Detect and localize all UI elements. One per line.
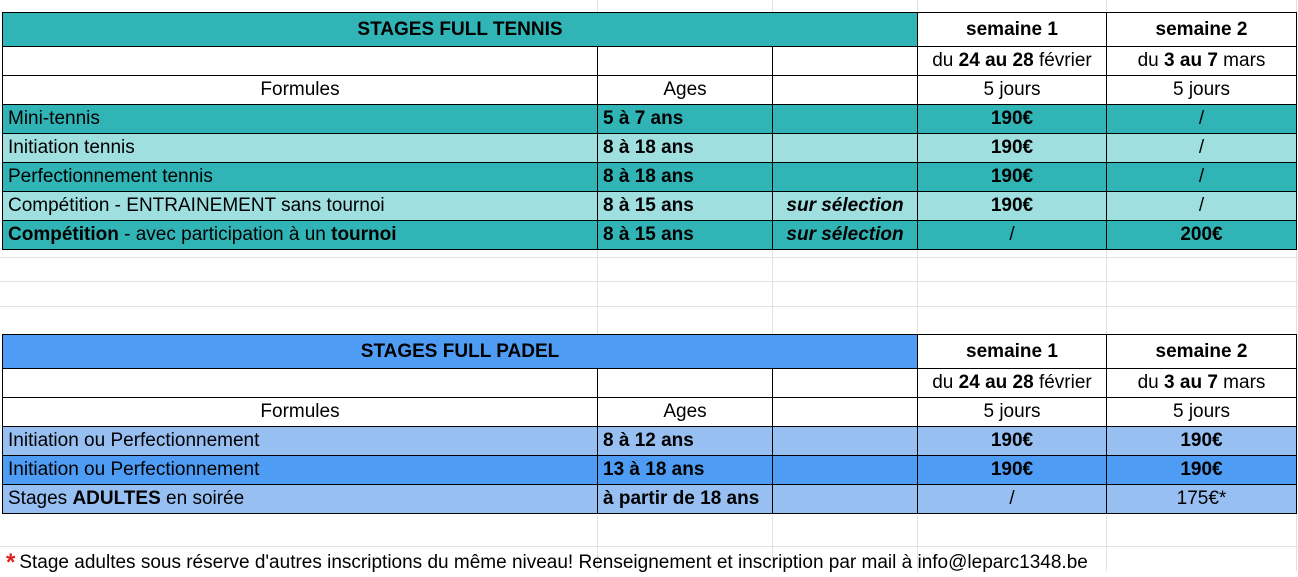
col-header-week1: 5 jours (918, 76, 1107, 105)
formule-cell: Compétition - avec participation à un tournoi (3, 221, 598, 250)
note-cell (773, 456, 918, 485)
ages-cell: à partir de 18 ans (598, 485, 773, 514)
table-row (3, 369, 1297, 398)
price-cell: 190€ (918, 427, 1107, 456)
note-cell: sur sélection (773, 221, 918, 250)
table-header-row (3, 398, 1297, 427)
tennis-week1-dates: du 24 au 28 février (918, 47, 1107, 76)
gridline (0, 281, 1298, 282)
formule-cell: Mini-tennis (3, 105, 598, 134)
col-header-week2: 5 jours (1107, 398, 1297, 427)
empty-cell (773, 398, 918, 427)
ages-cell: 13 à 18 ans (598, 456, 773, 485)
padel-title: STAGES FULL PADEL (3, 335, 918, 369)
price-cell: / (918, 485, 1107, 514)
gridline (0, 546, 1298, 547)
formule-cell: Initiation ou Perfectionnement (3, 427, 598, 456)
empty-cell (598, 369, 773, 398)
note-cell (773, 485, 918, 514)
padel-week1-dates: du 24 au 28 février (918, 369, 1107, 398)
ages-cell: 5 à 7 ans (598, 105, 773, 134)
formule-cell: Perfectionnement tennis (3, 163, 598, 192)
price-cell: / (1107, 163, 1297, 192)
tennis-week2-dates: du 3 au 7 mars (1107, 47, 1297, 76)
formule-cell: Compétition - ENTRAINEMENT sans tournoi (3, 192, 598, 221)
note-cell (773, 105, 918, 134)
table-row (3, 456, 1297, 485)
table-row (3, 221, 1297, 250)
empty-cell (773, 76, 918, 105)
padel-week1-label: semaine 1 (918, 335, 1107, 369)
gridline (0, 306, 1298, 307)
price-cell: / (1107, 134, 1297, 163)
price-cell: 190€ (918, 105, 1107, 134)
asterisk-icon: * (6, 549, 16, 576)
col-header-formules: Formules (3, 398, 598, 427)
ages-cell: 8 à 12 ans (598, 427, 773, 456)
price-cell: 200€ (1107, 221, 1297, 250)
note-cell: sur sélection (773, 192, 918, 221)
empty-cell (3, 369, 598, 398)
col-header-ages: Ages (598, 76, 773, 105)
table-header-row (3, 76, 1297, 105)
col-header-formules: Formules (3, 76, 598, 105)
tennis-title: STAGES FULL TENNIS (3, 13, 918, 47)
note-cell (773, 163, 918, 192)
price-cell: / (1107, 105, 1297, 134)
table-row (3, 163, 1297, 192)
price-cell: 190€ (918, 456, 1107, 485)
ages-cell: 8 à 15 ans (598, 192, 773, 221)
col-header-week2: 5 jours (1107, 76, 1297, 105)
footnote (6, 549, 1088, 577)
gridline (0, 257, 1298, 258)
note-cell (773, 134, 918, 163)
price-cell: 190€ (1107, 456, 1297, 485)
padel-table (2, 334, 1297, 514)
table-row (3, 13, 1297, 47)
price-cell: / (1107, 192, 1297, 221)
price-cell: 190€ (918, 163, 1107, 192)
price-cell: 190€ (918, 192, 1107, 221)
ages-cell: 8 à 15 ans (598, 221, 773, 250)
table-row (3, 335, 1297, 369)
tennis-week2-label: semaine 2 (1107, 13, 1297, 47)
col-header-week1: 5 jours (918, 398, 1107, 427)
price-cell: 190€ (918, 134, 1107, 163)
table-row (3, 105, 1297, 134)
price-cell: / (918, 221, 1107, 250)
table-row (3, 485, 1297, 514)
table-row (3, 47, 1297, 76)
price-cell: 175€* (1107, 485, 1297, 514)
ages-cell: 8 à 18 ans (598, 163, 773, 192)
formule-cell: Initiation tennis (3, 134, 598, 163)
footnote-text: Stage adultes sous réserve d'autres inscriptions du même niveau! Renseignement et inscription par mail à info@leparc1348.be (19, 552, 1088, 573)
formule-cell: Initiation ou Perfectionnement (3, 456, 598, 485)
col-header-ages: Ages (598, 398, 773, 427)
tennis-week1-label: semaine 1 (918, 13, 1107, 47)
empty-cell (598, 47, 773, 76)
table-row (3, 192, 1297, 221)
padel-week2-label: semaine 2 (1107, 335, 1297, 369)
price-cell: 190€ (1107, 427, 1297, 456)
tennis-table (2, 12, 1297, 250)
empty-cell (773, 369, 918, 398)
empty-cell (773, 47, 918, 76)
empty-cell (3, 47, 598, 76)
table-row (3, 427, 1297, 456)
note-cell (773, 427, 918, 456)
formule-cell: Stages ADULTES en soirée (3, 485, 598, 514)
padel-week2-dates: du 3 au 7 mars (1107, 369, 1297, 398)
ages-cell: 8 à 18 ans (598, 134, 773, 163)
table-row (3, 134, 1297, 163)
